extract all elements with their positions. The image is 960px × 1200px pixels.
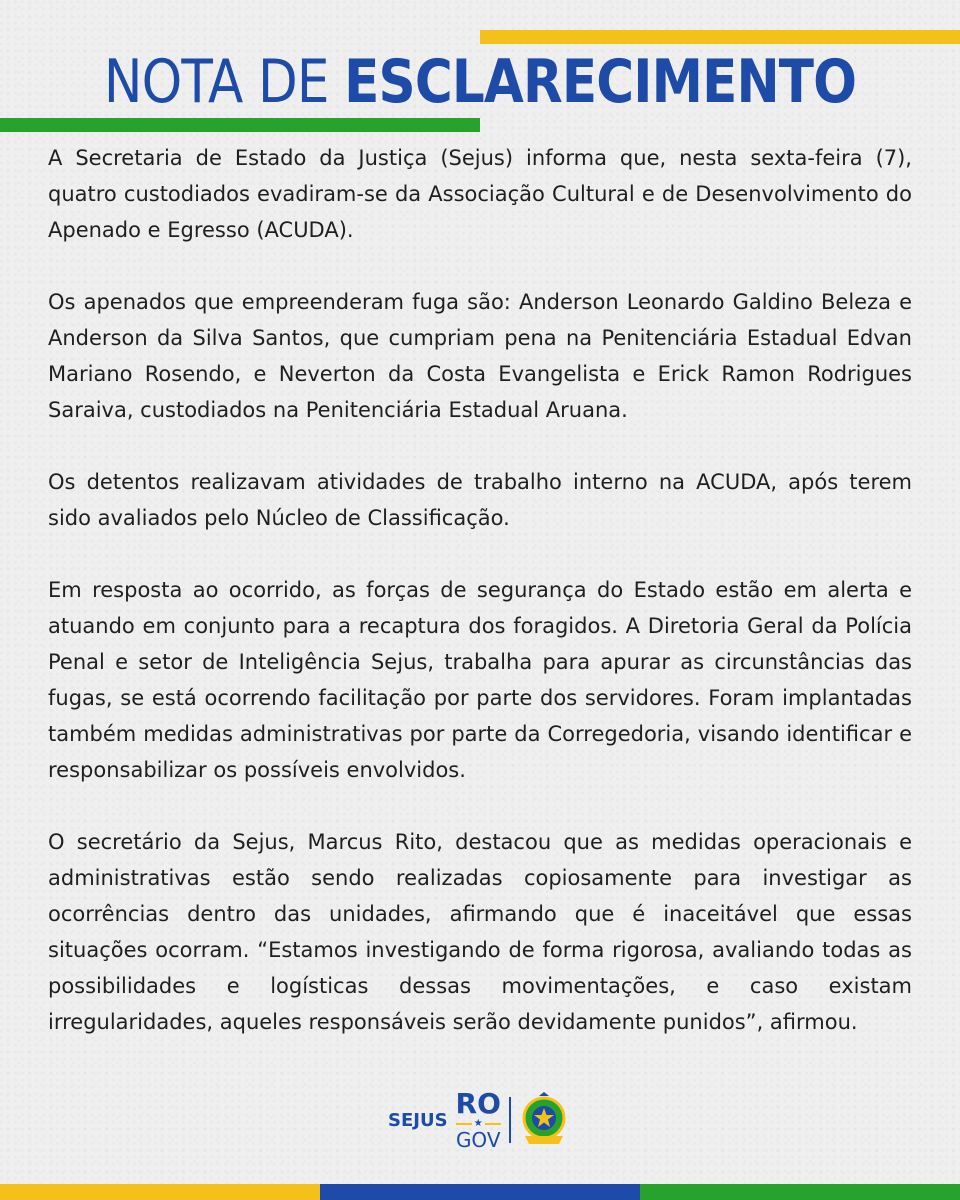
- gov-label: GOV: [455, 1128, 501, 1152]
- paragraph-3: Os detentos realizavam atividades de trabalho interno na ACUDA, após terem sido avaliados pelo Núcleo de Classificação.: [48, 470, 912, 530]
- sejus-label: SEJUS: [388, 1109, 448, 1131]
- page-title: [67, 46, 893, 118]
- paragraph-4: Em resposta ao ocorrido, as forças de segurança do Estado estão em alerta e atuando em conjunto para a recaptura dos foragidos. A Diretoria Geral da Polícia Penal e setor de Inteligência Sejus, trabalha para apurar as circunstâncias das fugas, se está ocorrendo facilitação por parte dos servidores. Foram implantadas também medidas administrativas por parte da Corregedoria, visando identificar e responsabilizar os possíveis envolvidos.: [48, 578, 912, 782]
- top-yellow-bar: [480, 30, 960, 44]
- green-divider-bar: [0, 118, 480, 132]
- footer-stripe-blue: [320, 1184, 640, 1200]
- paragraph-5: O secretário da Sejus, Marcus Rito, destacou que as medidas operacionais e administrativas estão sendo realizadas copiosamente para investigar as ocorrências dentro das unidades, afirmando que é inaceitável que essas situações ocorram. “Estamos investigando de forma rigorosa, avaliando todas as possibilidades e logísticas dessas movimentações, e caso existam irregularidades, aqueles responsáveis serão devidamente punidos”, afirmou.: [48, 830, 912, 1034]
- footer-logo: [388, 1087, 569, 1152]
- footer-stripe-green: [640, 1184, 960, 1200]
- body-text: [48, 140, 912, 1076]
- title-bold: ESCLARECIMENTO: [344, 47, 857, 117]
- coat-of-arms-icon: [519, 1092, 569, 1148]
- footer-stripe: [0, 1184, 960, 1200]
- ro-gov-logo: [455, 1087, 501, 1152]
- ro-label: RO: [455, 1087, 501, 1120]
- star-icon: ★: [473, 1118, 483, 1129]
- logo-divider: [509, 1097, 511, 1143]
- footer-stripe-yellow: [0, 1184, 320, 1200]
- title-light: NOTA DE: [103, 47, 329, 117]
- paragraph-1: A Secretaria de Estado da Justiça (Sejus) informa que, nesta sexta-feira (7), quatro custodiados evadiram-se da Associação Cultural e de Desenvolvimento do Apenado e Egresso (ACUDA).: [48, 146, 912, 242]
- paragraph-2: Os apenados que empreenderam fuga são: Anderson Leonardo Galdino Beleza e Anderson da Silva Santos, que cumpriam pena na Penitenciária Estadual Edvan Mariano Rosendo, e Neverton da Costa Evangelista e Erick Ramon Rodrigues Saraiva, custodiados na Penitenciária Estadual Aruana.: [48, 290, 912, 422]
